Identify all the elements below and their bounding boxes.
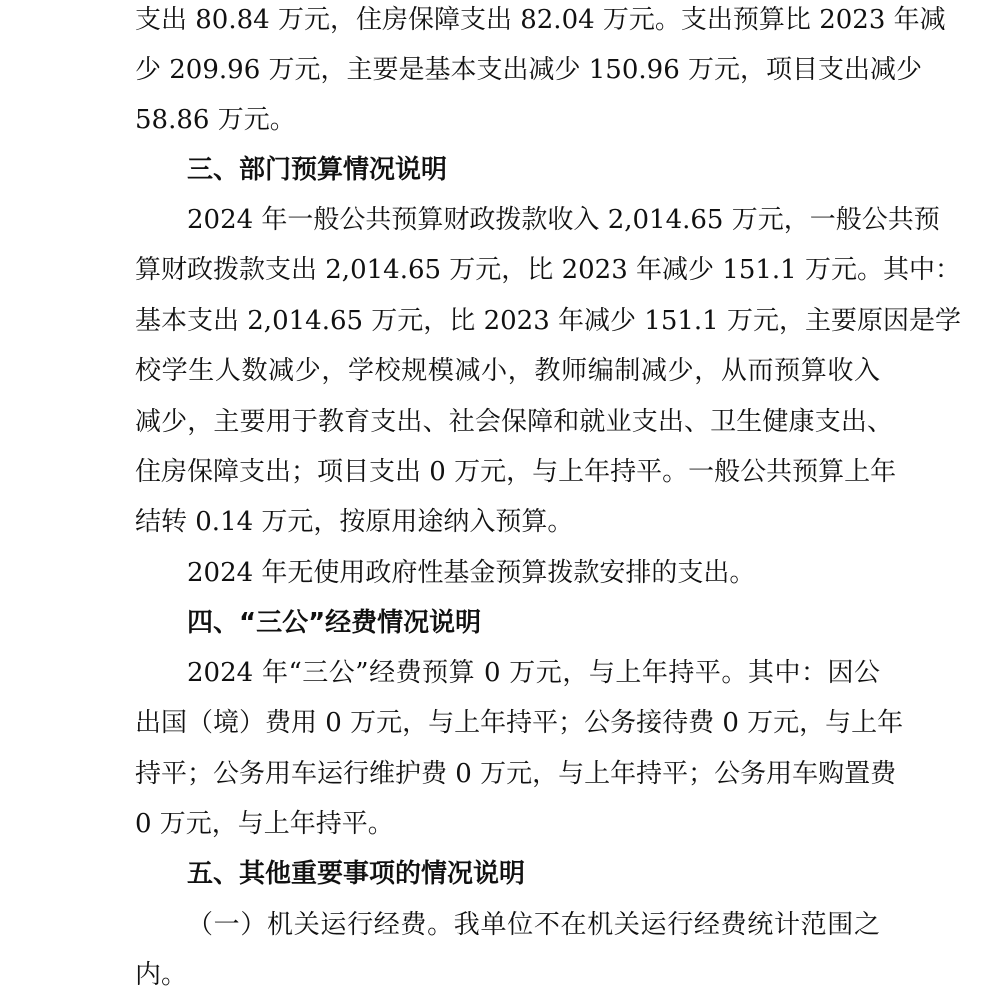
text-line: 2024 年一般公共预算财政拨款收入 2,014.65 万元，一般公共预 <box>187 205 940 235</box>
text-line: 58.86 万元。 <box>135 105 296 135</box>
section-heading-4: 四、“三公”经费情况说明 <box>187 608 482 638</box>
text-line: 结转 0.14 万元，按原用途纳入预算。 <box>135 507 574 537</box>
text-line: 基本支出 2,014.65 万元，比 2023 年减少 151.1 万元，主要原因是学 <box>135 306 961 336</box>
text-line: 0 万元，与上年持平。 <box>135 809 394 839</box>
text-line: （一）机关运行经费。我单位不在机关运行经费统计范围之 <box>187 910 880 940</box>
text-line: 支出 80.84 万元，住房保障支出 82.04 万元。支出预算比 2023 年减 <box>135 5 946 35</box>
text-line: 减少，主要用于教育支出、社会保障和就业支出、卫生健康支出、 <box>135 407 893 437</box>
text-line: 少 209.96 万元，主要是基本支出减少 150.96 万元，项目支出减少 <box>135 55 923 85</box>
text-line: 算财政拨款支出 2,014.65 万元，比 2023 年减少 151.1 万元。其中： <box>135 255 961 285</box>
text-line: 出国（境）费用 0 万元，与上年持平；公务接待费 0 万元，与上年 <box>135 708 904 738</box>
section-heading-3: 三、部门预算情况说明 <box>187 155 448 185</box>
text-line: 内。 <box>135 960 188 990</box>
text-line: 校学生人数减少，学校规模减小，教师编制减少，从而预算收入 <box>135 356 880 386</box>
section-heading-5: 五、其他重要事项的情况说明 <box>187 859 526 889</box>
text-line: 2024 年无使用政府性基金预算拨款安排的支出。 <box>187 558 756 588</box>
text-line: 住房保障支出；项目支出 0 万元，与上年持平。一般公共预算上年 <box>135 457 897 487</box>
text-line: 持平；公务用车运行维护费 0 万元，与上年持平；公务用车购置费 <box>135 759 897 789</box>
text-line: 2024 年“三公”经费预算 0 万元，与上年持平。其中：因公 <box>187 658 880 688</box>
